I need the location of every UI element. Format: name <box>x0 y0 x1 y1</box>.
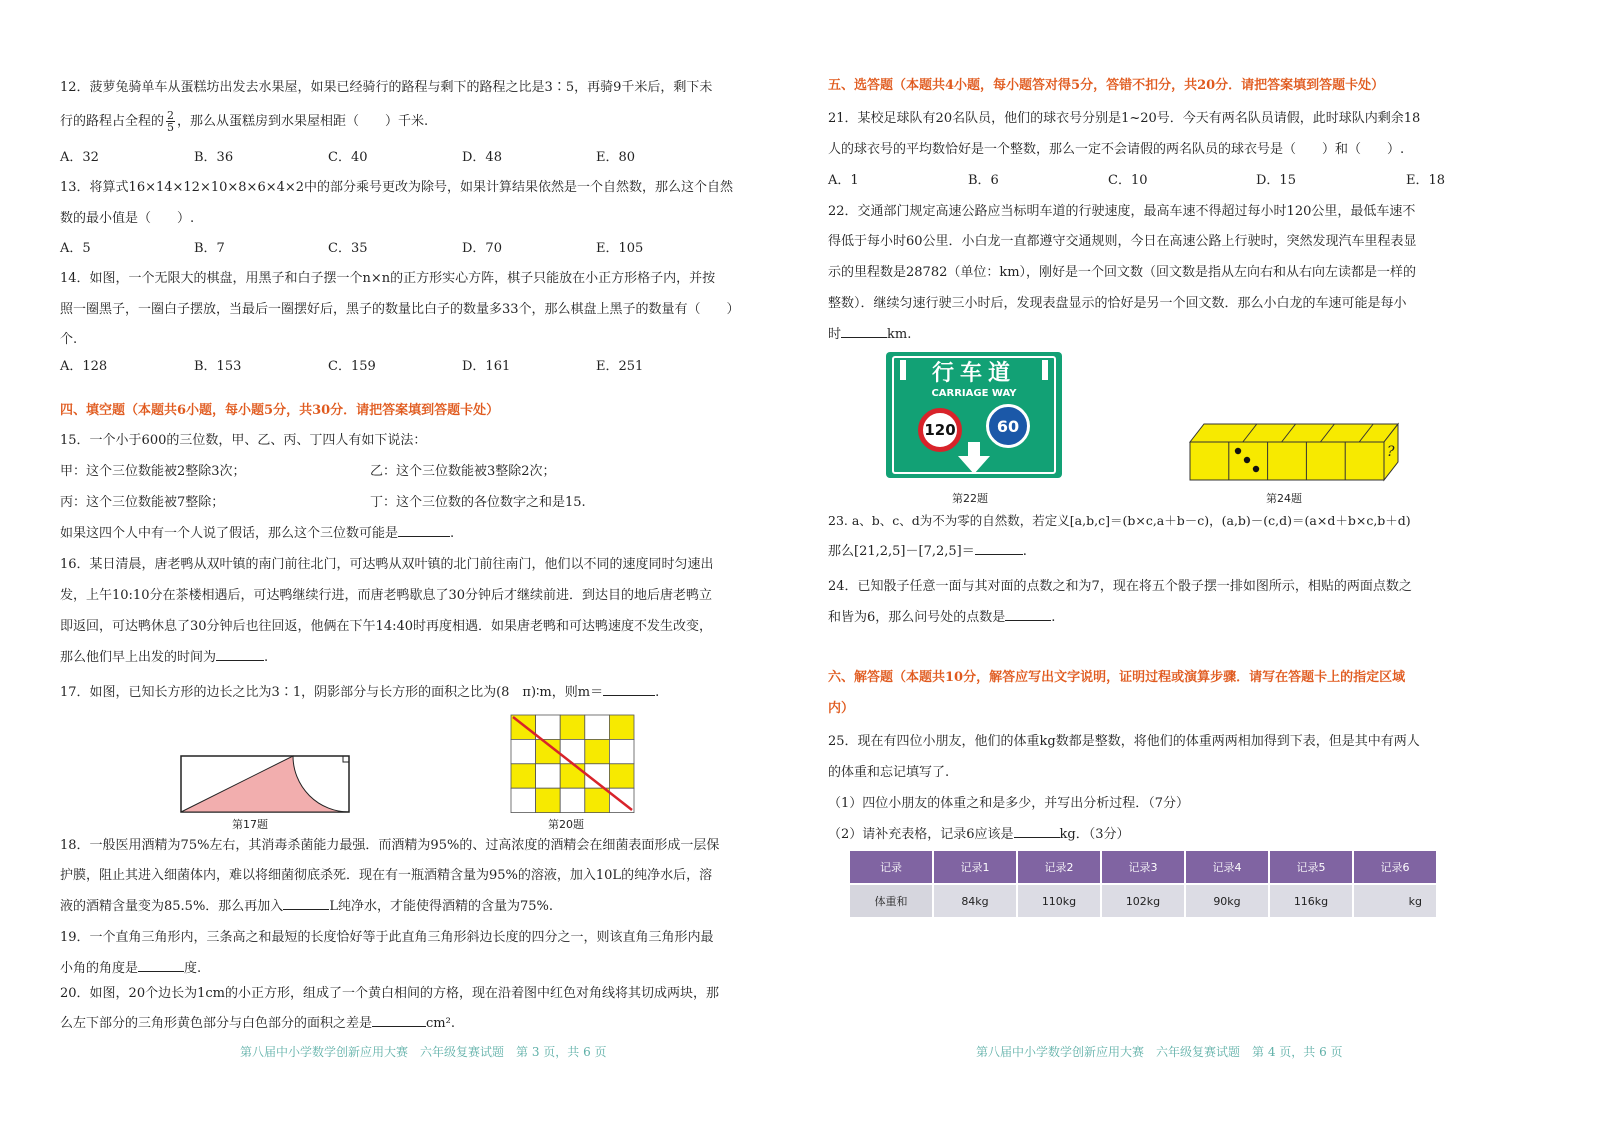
sign-title: 行车道 <box>931 361 1016 386</box>
q22-line2: 得低于每小时60公里．小白龙一直都遵守交通规则，今日在高速公路上行驶时，突然发现汽车里程表显 <box>828 234 1417 249</box>
q21-option-d: D．15 <box>1256 173 1296 188</box>
q22-line5-post: km. <box>887 327 912 342</box>
q18-line3-pre: 液的酒精含量变为85.5%．那么再加入 <box>60 899 284 914</box>
page-4 <box>800 0 1600 1130</box>
q18-answer-blank <box>283 897 329 910</box>
q13-option-a: A．5 <box>60 241 91 256</box>
table-header-cell: 记录3 <box>1102 851 1184 883</box>
weight-records-table <box>848 849 1438 919</box>
q21-line2: 人的球衣号的平均数恰好是一个整数，那么一定不会请假的两名队员的球衣号是（ ）和（ ）. <box>828 142 1405 157</box>
q13-option-c: C．35 <box>328 241 368 256</box>
q19-answer-blank <box>138 959 184 972</box>
q25-sub2-post: kg．（3分） <box>1059 827 1130 842</box>
q24-line1: 24．已知骰子任意一面与其对面的点数之和为7，现在将五个骰子摆一排如图所示，相贴的两面点数之 <box>828 579 1412 594</box>
q22-line5-pre: 时 <box>828 327 842 342</box>
q14-line3: 个. <box>60 332 78 347</box>
q14-option-d: D．161 <box>462 359 511 374</box>
q18-line1: 18．一般医用酒精为75%左右，其消毒杀菌能力最强．而酒精为95%的、过高浓度的酒精会在细菌表面形成一层保 <box>60 838 720 853</box>
q15-jia: 甲：这个三位数能被2整除3次； <box>60 464 246 479</box>
down-arrow-icon <box>956 442 992 474</box>
table-header-row <box>850 851 1436 883</box>
q15-ding: 丁：这个三位数的各位数字之和是15. <box>370 495 586 510</box>
q21-option-a: A．1 <box>828 173 859 188</box>
q13-line2: 数的最小值是（ ）. <box>60 211 195 226</box>
q12-option-b: B．36 <box>194 150 234 165</box>
q17-line1-text: 17．如图，已知长方形的边长之比为3∶1，阴影部分与长方形的面积之比为(8 π)∶m，则m＝ <box>60 685 604 700</box>
q14-option-a: A．128 <box>60 359 108 374</box>
q15-line4-text: 如果这四个人中有一个人说了假话，那么这个三位数可能是 <box>60 526 399 541</box>
q24-answer-blank <box>1005 608 1051 621</box>
q25-line1: 25．现在有四位小朋友，他们的体重kg数都是整数，将他们的体重两两相加得到下表，但是其中有两人 <box>828 734 1420 749</box>
q22-line1: 22．交通部门规定高速公路应当标明车道的行驶速度，最高车速不得超过每小时120公里，最低车速不 <box>828 204 1416 219</box>
q14-option-c: C．159 <box>328 359 376 374</box>
q20-line2-post: cm². <box>426 1016 455 1031</box>
q23-line1: 23. a、b、c、d为不为零的自然数，若定义[a,b,c]＝(b×c,a＋b－c)，(a,b)－(c,d)＝(a×d＋b×c,b＋d) <box>828 513 1411 528</box>
q15-line4: 如果这四个人中有一个人说了假话，那么这个三位数可能是 . <box>60 526 455 541</box>
table-cell: 110kg <box>1018 885 1100 917</box>
table-cell: 体重和 <box>850 885 932 917</box>
q21-line1: 21．某校足球队有20名队员，他们的球衣号分别是1~20号．今天有两名队员请假，此时球队内剩余18 <box>828 111 1421 126</box>
table-header-cell: 记录6 <box>1354 851 1436 883</box>
q22-answer-blank <box>841 325 887 338</box>
section-6-heading-line2: 内） <box>828 701 855 716</box>
table-header-cell: 记录2 <box>1018 851 1100 883</box>
section-6-heading-line1: 六、解答题（本题共10分，解答应写出文字说明，证明过程或演算步骤．请写在答题卡上的指定区域 <box>828 670 1406 685</box>
q14-line2: 照一圈黑子，一圈白子摆放，当最后一圈摆好后，黑子的数量比白子的数量多33个，那么棋盘上黑子的数量有（ ） <box>60 302 740 317</box>
figure-24-caption: 第24题 <box>1266 492 1302 505</box>
q25-answer-blank <box>1014 825 1060 838</box>
table-cell: kg <box>1354 885 1436 917</box>
sign-subtitle: CARRIAGE WAY <box>931 388 1017 399</box>
q22-line4: 整数）．继续匀速行驶三小时后，发现表盘显示的恰好是另一个回文数．那么小白龙的车速可能是每小 <box>828 296 1407 311</box>
q20-line2-pre: 么左下部分的三角形黄色部分与白色部分的面积之差是 <box>60 1016 373 1031</box>
q12-option-e: E．80 <box>596 150 636 165</box>
table-cell: 102kg <box>1102 885 1184 917</box>
table-header-cell: 记录 <box>850 851 932 883</box>
q14-option-e: E．251 <box>596 359 644 374</box>
q22-line5 <box>828 325 911 345</box>
q12-line2-pre: 行的路程占全程的 <box>60 114 165 129</box>
q12-line2-post: ，那么从蛋糕房到水果屋相距（ ）千米. <box>177 114 429 129</box>
q19-line2-pre: 小角的角度是 <box>60 961 139 976</box>
q20-answer-blank <box>372 1014 426 1027</box>
q21-option-b: B．6 <box>968 173 999 188</box>
q22-line3: 示的里程数是28782（单位：km），刚好是一个回文数（回文数是指从左向右和从右向左读都是一样的 <box>828 265 1417 280</box>
q24-line2-pre: 和皆为6，那么问号处的点数是 <box>828 610 1006 625</box>
q25-sub2 <box>828 825 1130 845</box>
q14-line1: 14．如图，一个无限大的棋盘，用黑子和白子摆一个n×n的正方形实心方阵，棋子只能放在小正方形格子内，并按 <box>60 271 716 286</box>
table-cell: 90kg <box>1186 885 1268 917</box>
page-3-footer: 第八届中小学数学创新应用大赛 六年级复赛试题 第 3 页，共 6 页 <box>240 1045 607 1059</box>
table-row <box>850 885 1436 917</box>
q25-sub2-pre: （2）请补充表格，记录6应该是 <box>828 827 1014 842</box>
q17-line1: 17．如图，已知长方形的边长之比为3∶1，阴影部分与长方形的面积之比为(8 π)∶m，则m＝ . <box>60 685 660 700</box>
q15-line1: 15．一个小于600的三位数，甲、乙、丙、丁四人有如下说法： <box>60 433 427 448</box>
table-header-cell: 记录4 <box>1186 851 1268 883</box>
q23-line2-pre: 那么[21,2,5]－[7,2,5]＝ <box>828 544 975 559</box>
q16-line4: 那么他们早上出发的时间为 . <box>60 650 269 665</box>
q16-line4-text: 那么他们早上出发的时间为 <box>60 650 217 665</box>
figure-20 <box>510 714 636 814</box>
q13-option-d: D．70 <box>462 241 502 256</box>
q12-option-d: D．48 <box>462 150 502 165</box>
table-cell: 116kg <box>1270 885 1352 917</box>
q24-line2: 和皆为6，那么问号处的点数是 . <box>828 610 1056 625</box>
q12-line2 <box>60 110 428 133</box>
q21-option-e: E．18 <box>1406 173 1446 188</box>
figure-17 <box>180 754 352 814</box>
table-cell: 84kg <box>934 885 1016 917</box>
dice-question-mark: ? <box>1387 444 1395 460</box>
q20-line1: 20．如图，20个边长为1cm的小正方形，组成了一个黄白相间的方格，现在沿着图中红色对角线将其切成两块，那 <box>60 986 719 1001</box>
q16-line2: 发，上午10:10分在茶楼相遇后，可达鸭继续行进，而唐老鸭歇息了30分钟后才继续前进．到达目的地后唐老鸭立 <box>60 588 713 603</box>
q18-line3 <box>60 897 553 917</box>
q13-option-b: B．7 <box>194 241 225 256</box>
section-5-heading: 五、选答题（本题共4小题，每小题答对得5分，答错不扣分，共20分．请把答案填到答题卡处） <box>828 78 1385 93</box>
q15-bing: 丙：这个三位数能被7整除； <box>60 495 225 510</box>
figure-17-caption: 第17题 <box>232 818 268 831</box>
q16-line1: 16．某日清晨，唐老鸭从双叶镇的南门前往北门，可达鸭从双叶镇的北门前往南门，他们以不同的速度同时匀速出 <box>60 557 714 572</box>
q12-option-c: C．40 <box>328 150 368 165</box>
q15-yi: 乙：这个三位数能被3整除2次； <box>370 464 556 479</box>
page-4-footer: 第八届中小学数学创新应用大赛 六年级复赛试题 第 4 页，共 6 页 <box>976 1045 1343 1059</box>
q23-answer-blank <box>975 542 1023 555</box>
q13-line1: 13．将算式16×14×12×10×8×6×4×2中的部分乘号更改为除号，如果计算结果依然是一个自然数，那么这个自然 <box>60 180 734 195</box>
q12-option-a: A．32 <box>60 150 99 165</box>
q12-fraction: $\frac{2}{5}$ <box>167 109 175 134</box>
q23-line2: 那么[21,2,5]－[7,2,5]＝ . <box>828 544 1027 559</box>
q18-line2: 护膜，阻止其进入细菌体内，难以将细菌彻底杀死．现在有一瓶酒精含量为95%的溶液，加入10L的纯净水后，溶 <box>60 868 713 883</box>
q19-line2 <box>60 959 201 979</box>
dice-row-figure <box>1188 422 1400 482</box>
q25-sub1: （1）四位小朋友的体重之和是多少，并写出分析过程．（7分） <box>828 796 1190 811</box>
min-speed-sign: 60 <box>986 404 1030 448</box>
q16-line3: 即返回，可达鸭休息了30分钟后也往回返，他俩在下午14:40时再度相遇．如果唐老鸭和可达鸭速度不发生改变， <box>60 619 713 634</box>
q19-line1: 19．一个直角三角形内，三条高之和最短的长度恰好等于此直角三角形斜边长度的四分之一，则该直角三角形内最 <box>60 930 714 945</box>
q18-line3-post: L纯净水，才能使得酒精的含量为75%. <box>329 899 553 914</box>
figure-20-caption: 第20题 <box>548 818 584 831</box>
figure-22-caption: 第22题 <box>952 492 988 505</box>
q12-line1: 12．菠萝兔骑单车从蛋糕坊出发去水果屋，如果已经骑行的路程与剩下的路程之比是3∶5，再骑9千米后，剩下未 <box>60 80 713 95</box>
q16-answer-blank <box>216 648 264 661</box>
max-speed-sign: 120 <box>918 408 962 452</box>
q14-option-b: B．153 <box>194 359 242 374</box>
q17-answer-blank <box>603 683 655 696</box>
table-header-cell: 记录5 <box>1270 851 1352 883</box>
q20-line2 <box>60 1014 455 1034</box>
q13-option-e: E．105 <box>596 241 644 256</box>
carriage-way-sign <box>886 352 1062 478</box>
q19-line2-post: 度. <box>184 961 202 976</box>
q15-answer-blank <box>398 524 450 537</box>
q21-option-c: C．10 <box>1108 173 1148 188</box>
table-header-cell: 记录1 <box>934 851 1016 883</box>
section-4-heading: 四、填空题（本题共6小题，每小题5分，共30分．请把答案填到答题卡处） <box>60 403 500 418</box>
q25-line2: 的体重和忘记填写了. <box>828 765 950 780</box>
